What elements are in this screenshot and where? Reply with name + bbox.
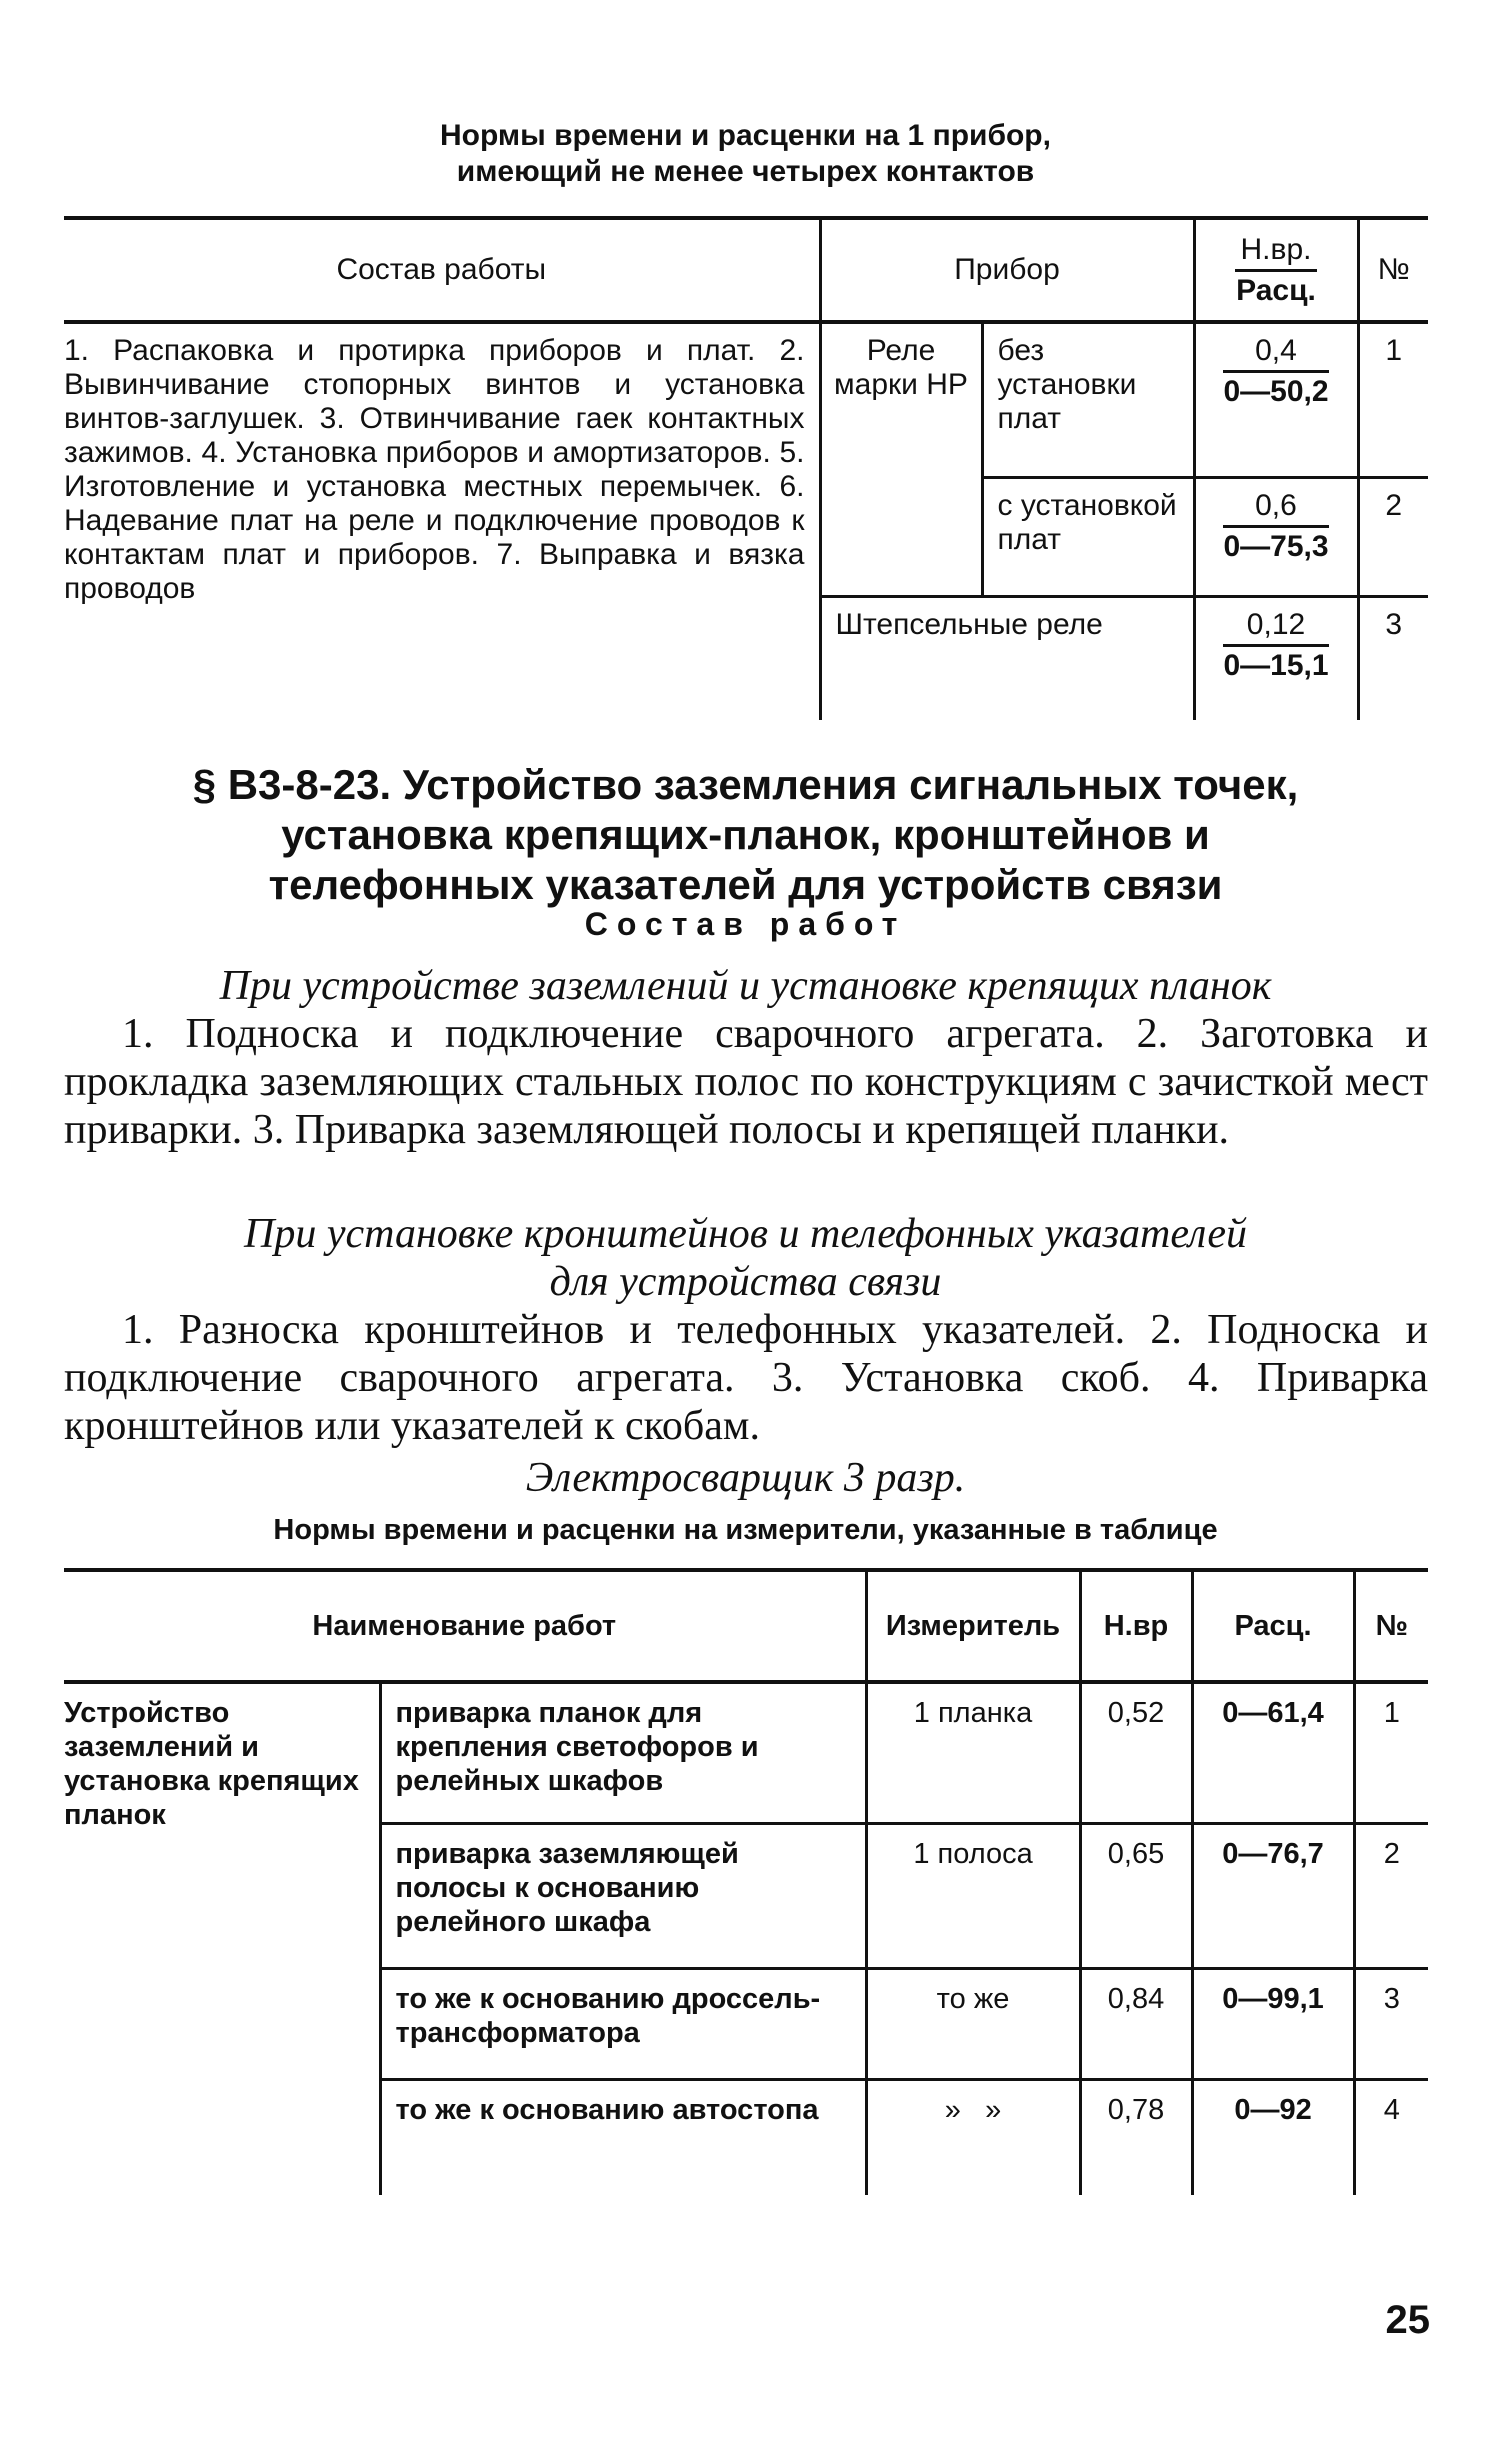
- row1-rate: 0—50,2: [1223, 375, 1329, 408]
- header-norm: Н.вр.: [1235, 233, 1318, 272]
- row2-norm-rate: [1194, 478, 1358, 597]
- subhead-brackets-line1: При установке кронштейнов и телефонных указателей: [244, 1211, 1247, 1257]
- t2-row1-unit: 1 планка: [866, 1682, 1080, 1824]
- header-rate: Расц.: [1236, 273, 1316, 307]
- t2-header-num: №: [1354, 1570, 1428, 1682]
- t2-row2-rate: 0—76,7: [1192, 1824, 1354, 1969]
- table1-caption: [0, 118, 1491, 190]
- composition-heading: Состав работ: [584, 906, 907, 942]
- t2-row4-num: 4: [1354, 2080, 1428, 2196]
- t2-row2-unit: 1 полоса: [866, 1824, 1080, 1969]
- norms-table-meters: [64, 1568, 1428, 2195]
- row3-rate: 0—15,1: [1223, 649, 1329, 682]
- t2-row3-norm: 0,84: [1080, 1969, 1192, 2080]
- t2-row3-num: 3: [1354, 1969, 1428, 2080]
- header-num: №: [1358, 218, 1428, 322]
- t2-row1-rate: 0—61,4: [1192, 1682, 1354, 1824]
- header-norm-rate: [1194, 218, 1358, 322]
- t2-row4-rate: 0—92: [1192, 2080, 1354, 2196]
- norms-table-devices: [64, 216, 1428, 720]
- table2-caption: Нормы времени и расценки на измерители, указанные в таблице: [273, 1514, 1218, 1546]
- t2-header-work: Наименование работ: [64, 1570, 866, 1682]
- row3-num: 3: [1358, 597, 1428, 721]
- section-title-line1: § В3-8-23. Устройство заземления сигнальных точек,: [192, 761, 1299, 808]
- page-number: 25: [1385, 2298, 1430, 2342]
- t2-row4-norm: 0,78: [1080, 2080, 1192, 2196]
- work-composition-text: 1. Распаковка и протирка приборов и плат. 2. Вывинчивание стопорных винтов и установка винтов-заглушек. 3. Отвинчивание гаек контактных зажимов. 4. Установка приборов и амортизаторов. 5. Изготовление и установка местных перемычек. 6. Надевание плат на реле и подключение проводов к контактам плат и приборов. 7. Выправка и вязка проводов: [64, 322, 820, 720]
- row1-num: 1: [1358, 322, 1428, 478]
- t2-row4-unit: » »: [866, 2080, 1080, 2196]
- header-device: Прибор: [820, 218, 1194, 322]
- row3-variant: Штепсельные реле: [820, 597, 1194, 721]
- section-title-line2: установка крепящих-планок, кронштейнов и: [281, 811, 1210, 858]
- row2-rate: 0—75,3: [1223, 530, 1329, 563]
- section-title-line3: телефонных указателей для устройств связи: [268, 861, 1223, 908]
- t2-header-unit: Измеритель: [866, 1570, 1080, 1682]
- worker-grade: Электросварщик 3 разр.: [525, 1455, 966, 1501]
- row1-norm: 0,4: [1223, 334, 1328, 373]
- t2-row2-num: 2: [1354, 1824, 1428, 1969]
- table1-caption-line1: Нормы времени и расценки на 1 прибор,: [440, 119, 1051, 152]
- t2-row3-rate: 0—99,1: [1192, 1969, 1354, 2080]
- subhead-grounding: При устройстве заземлений и установке крепящих планок: [219, 963, 1272, 1009]
- row2-num: 2: [1358, 478, 1428, 597]
- row3-norm-rate: [1194, 597, 1358, 721]
- t2-row4-desc: то же к основанию автостопа: [380, 2080, 866, 2196]
- subhead-brackets-line2: для устройства связи: [549, 1259, 942, 1305]
- t2-header-rate: Расц.: [1192, 1570, 1354, 1682]
- paragraph-grounding: 1. Подноска и подключение сварочного агрегата. 2. Заготовка и прокладка заземляющих стальных полос по конструкциям с зачисткой мест приварки. 3. Приварка заземляющей полосы и крепящей планки.: [64, 1011, 1428, 1153]
- t2-row3-desc: то же к основанию дроссель-трансформатора: [380, 1969, 866, 2080]
- t2-row1-desc: приварка планок для крепления светофоров и релейных шкафов: [380, 1682, 866, 1824]
- paragraph-brackets: 1. Разноска кронштейнов и телефонных указателей. 2. Подноска и подключение сварочного агрегата. 3. Установка скоб. 4. Приварка кронштейнов или указателей к скобам.: [64, 1307, 1428, 1449]
- row1-norm-rate: [1194, 322, 1358, 478]
- table-row: [64, 1682, 1428, 1824]
- row1-variant: без установки плат: [982, 322, 1194, 478]
- t2-row2-desc: приварка заземляющей полосы к основанию релейного шкафа: [380, 1824, 866, 1969]
- header-work: Состав работы: [64, 218, 820, 322]
- section-title: [0, 760, 1491, 910]
- row2-variant: с установкой плат: [982, 478, 1194, 597]
- t2-header-norm: Н.вр: [1080, 1570, 1192, 1682]
- t2-group-label: Устройство заземлений и установка крепящих планок: [64, 1682, 380, 2195]
- relay-group-label: Реле марки НР: [820, 322, 982, 597]
- row2-norm: 0,6: [1223, 489, 1328, 528]
- t2-row1-norm: 0,52: [1080, 1682, 1192, 1824]
- t2-row3-unit: то же: [866, 1969, 1080, 2080]
- t2-row1-num: 1: [1354, 1682, 1428, 1824]
- table1-caption-line2: имеющий не менее четырех контактов: [456, 155, 1035, 188]
- t2-row2-norm: 0,65: [1080, 1824, 1192, 1969]
- subhead-brackets: [0, 1210, 1491, 1306]
- row3-norm: 0,12: [1223, 608, 1328, 647]
